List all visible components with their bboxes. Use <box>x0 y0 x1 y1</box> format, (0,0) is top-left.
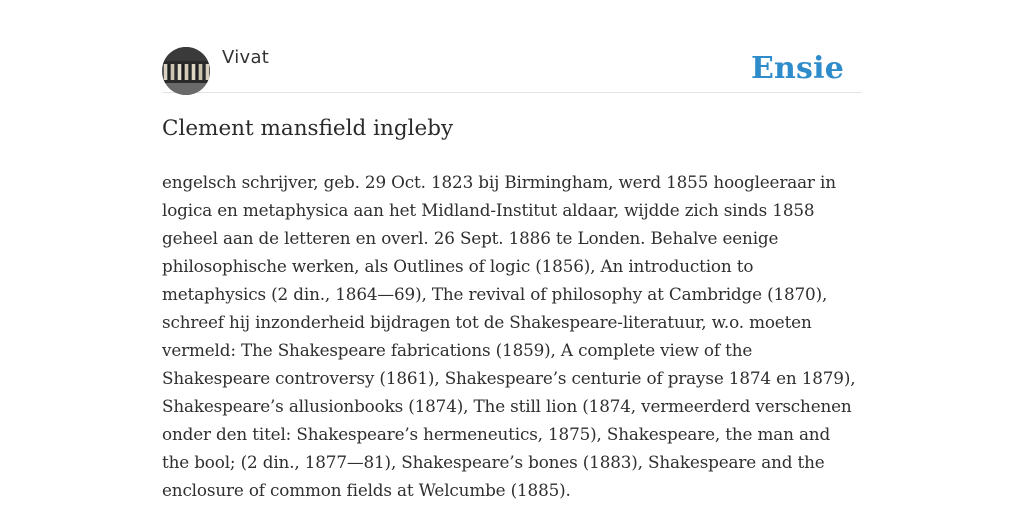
body-line: the bool; (2 din., 1877—81), Shakespeare’s bones (1883), Shakespeare and the <box>162 452 825 472</box>
body-line: metaphysics (2 din., 1864—69), The revival of philosophy at Cambridge (1870), <box>162 284 828 304</box>
body-line: engelsch schrijver, geb. 29 Oct. 1823 bij Birmingham, werd 1855 hoogleeraar in <box>162 172 836 192</box>
body-line: Shakespeare controversy (1861), Shakespeare’s centurie of prayse 1874 en 1879), <box>162 368 856 388</box>
brand-logo[interactable]: Ensie <box>750 51 844 86</box>
body-line: onder den titel: Shakespeare’s hermeneutics, 1875), Shakespeare, the man and <box>162 424 831 444</box>
site-header <box>162 46 862 93</box>
source-avatar[interactable] <box>162 47 210 95</box>
body-line: schreef hij inzonderheid bijdragen tot de Shakespeare-literatuur, w.o. moeten <box>162 312 812 332</box>
bookshelf-icon <box>162 47 210 95</box>
body-line: geheel aan de letteren en overl. 26 Sept. 1886 te Londen. Behalve eenige <box>162 228 779 248</box>
body-line: enclosure of common fields at Welcumbe (1885). <box>162 480 571 500</box>
source-name[interactable]: Vivat <box>222 47 270 68</box>
body-line: vermeld: The Shakespeare fabrications (1859), A complete view of the <box>162 340 753 360</box>
article-body <box>162 168 862 504</box>
body-line: philosophische werken, als Outlines of logic (1856), An introduction to <box>162 256 754 276</box>
page-title: Clement mansfield ingleby <box>162 116 454 141</box>
body-line: logica en metaphysica aan het Midland-Institut aldaar, wijdde zich sinds 1858 <box>162 200 815 220</box>
body-line: Shakespeare’s allusionbooks (1874), The still lion (1874, vermeerderd verschenen <box>162 396 852 416</box>
